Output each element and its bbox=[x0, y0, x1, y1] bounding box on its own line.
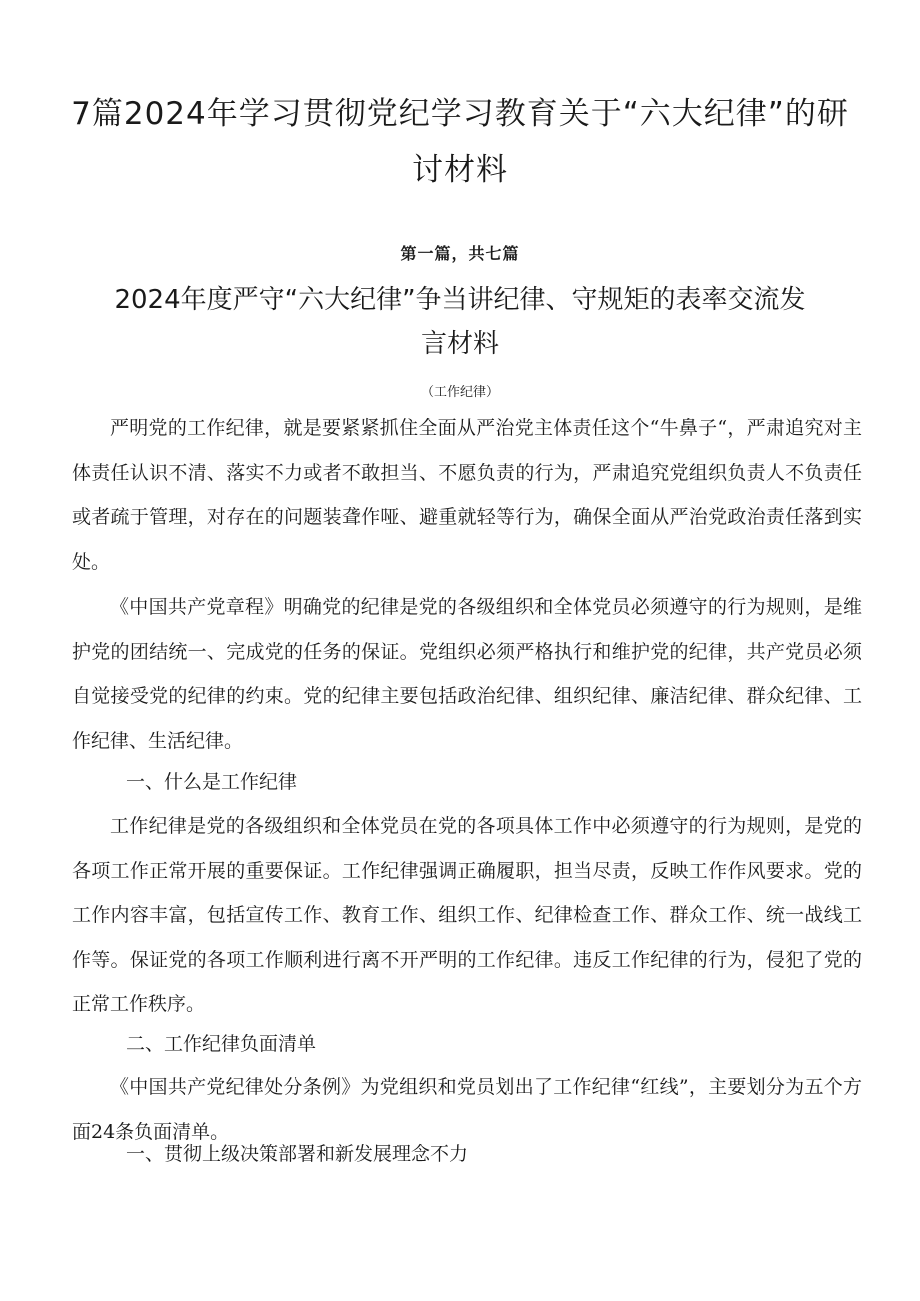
section-heading-1: 一、什么是工作纪律 bbox=[126, 771, 298, 793]
paragraph-3: 工作纪律是党的各级组织和全体党员在党的各项具体工作中必须遵守的行为规则，是党的各项工作正常开展的重要保证。工作纪律强调正确履职，担当尽责，反映工作作风要求。党的工作内容丰富，包括宣传工作、教育工作、组织工作、纪律检查工作、群众工作、统一战线工作等。保证党的各项工作顺利进行离不开严明的工作纪律。违反工作纪律的行为，侵犯了党的正常工作秩序。 bbox=[72, 815, 862, 1015]
paragraph-1: 严明党的工作纪律，就是要紧紧抓住全面从严治党主体责任这个“牛鼻子“，严肃追究对主体责任认识不清、落实不力或者不敢担当、不愿负责的行为，严肃追究党组织负责人不负责任或者疏于管理，对存在的问题装聋作哑、避重就轻等行为，确保全面从严治党政治责任落到实处。 bbox=[72, 417, 862, 573]
paragraph-4: 《中国共产党纪律处分条例》为党组织和党员划出了工作纪律“红线”，主要划分为五个方面24条负面清单。 bbox=[72, 1076, 862, 1143]
section-heading-3: 一、贯彻上级决策部署和新发展理念不力 bbox=[126, 1143, 469, 1165]
category-label: （工作纪律） bbox=[420, 385, 499, 400]
article-title: 2024年度严守“六大纪律”争当讲纪律、守规矩的表率交流发言材料 bbox=[114, 285, 806, 359]
paragraph-2: 《中国共产党章程》明确党的纪律是党的各级组织和全体党员必须遵守的行为规则，是维护党的团结统一、完成党的任务的保证。党组织必须严格执行和维护党的纪律，共产党员必须自觉接受党的纪律的约束。党的纪律主要包括政治纪律、组织纪律、廉洁纪律、群众纪律、工作纪律、生活纪律。 bbox=[72, 596, 862, 752]
section-heading-2: 二、工作纪律负面清单 bbox=[126, 1033, 317, 1055]
part-label: 第一篇，共七篇 bbox=[400, 244, 520, 263]
document-title: 7篇2024年学习贯彻党纪学习教育关于“六大纪律”的研讨材料 bbox=[71, 96, 849, 188]
